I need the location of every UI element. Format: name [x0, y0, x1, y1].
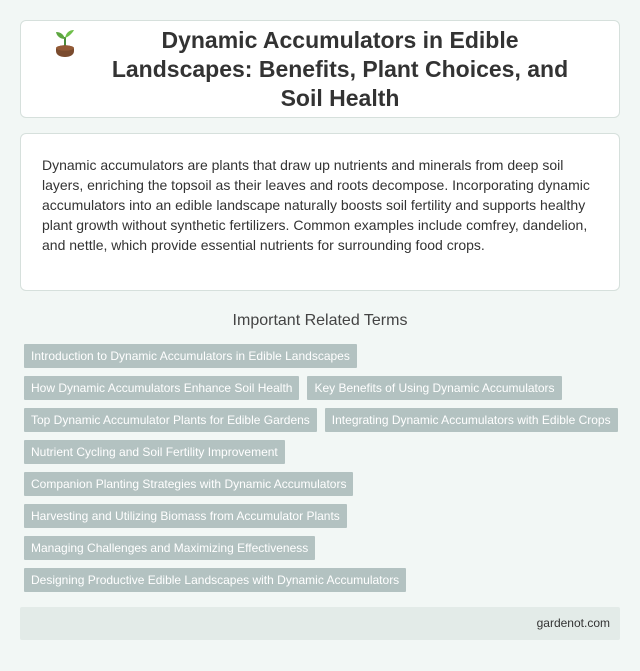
related-term-link[interactable]: Key Benefits of Using Dynamic Accumulators	[307, 376, 561, 400]
intro-paragraph: Dynamic accumulators are plants that draw up nutrients and minerals from deep soil layers, enriching the topsoil as their leaves and roots decompose. Incorporating dynamic accumulators into an edible landscape naturally boosts soil fertility and supports healthy plant growth without synthetic fertilizers. Common examples include comfrey, dandelion, and nettle, which provide essential nutrients for surrounding food crops.	[42, 157, 590, 253]
related-term-link[interactable]: Introduction to Dynamic Accumulators in Edible Landscapes	[24, 344, 357, 368]
footer-site-link[interactable]: gardenot.com	[536, 616, 610, 630]
related-term-link[interactable]: Managing Challenges and Maximizing Effectiveness	[24, 536, 315, 560]
intro-card	[20, 133, 620, 291]
related-term-link[interactable]: How Dynamic Accumulators Enhance Soil Health	[24, 376, 299, 400]
related-terms-list	[24, 344, 620, 592]
page-title: Dynamic Accumulators in Edible Landscapes: Benefits, Plant Choices, and Soil Health	[111, 26, 569, 111]
sprout-icon	[51, 28, 79, 58]
related-term-link[interactable]: Integrating Dynamic Accumulators with Edible Crops	[325, 408, 618, 432]
title-wrap	[51, 26, 589, 113]
related-term-link[interactable]: Nutrient Cycling and Soil Fertility Improvement	[24, 440, 285, 464]
related-term-link[interactable]: Designing Productive Edible Landscapes with Dynamic Accumulators	[24, 568, 406, 592]
title-card	[20, 20, 620, 118]
related-term-link[interactable]: Harvesting and Utilizing Biomass from Accumulator Plants	[24, 504, 347, 528]
related-term-link[interactable]: Top Dynamic Accumulator Plants for Edible Gardens	[24, 408, 317, 432]
related-terms-heading: Important Related Terms	[232, 312, 408, 329]
related-term-link[interactable]: Companion Planting Strategies with Dynamic Accumulators	[24, 472, 353, 496]
footer	[20, 607, 620, 640]
